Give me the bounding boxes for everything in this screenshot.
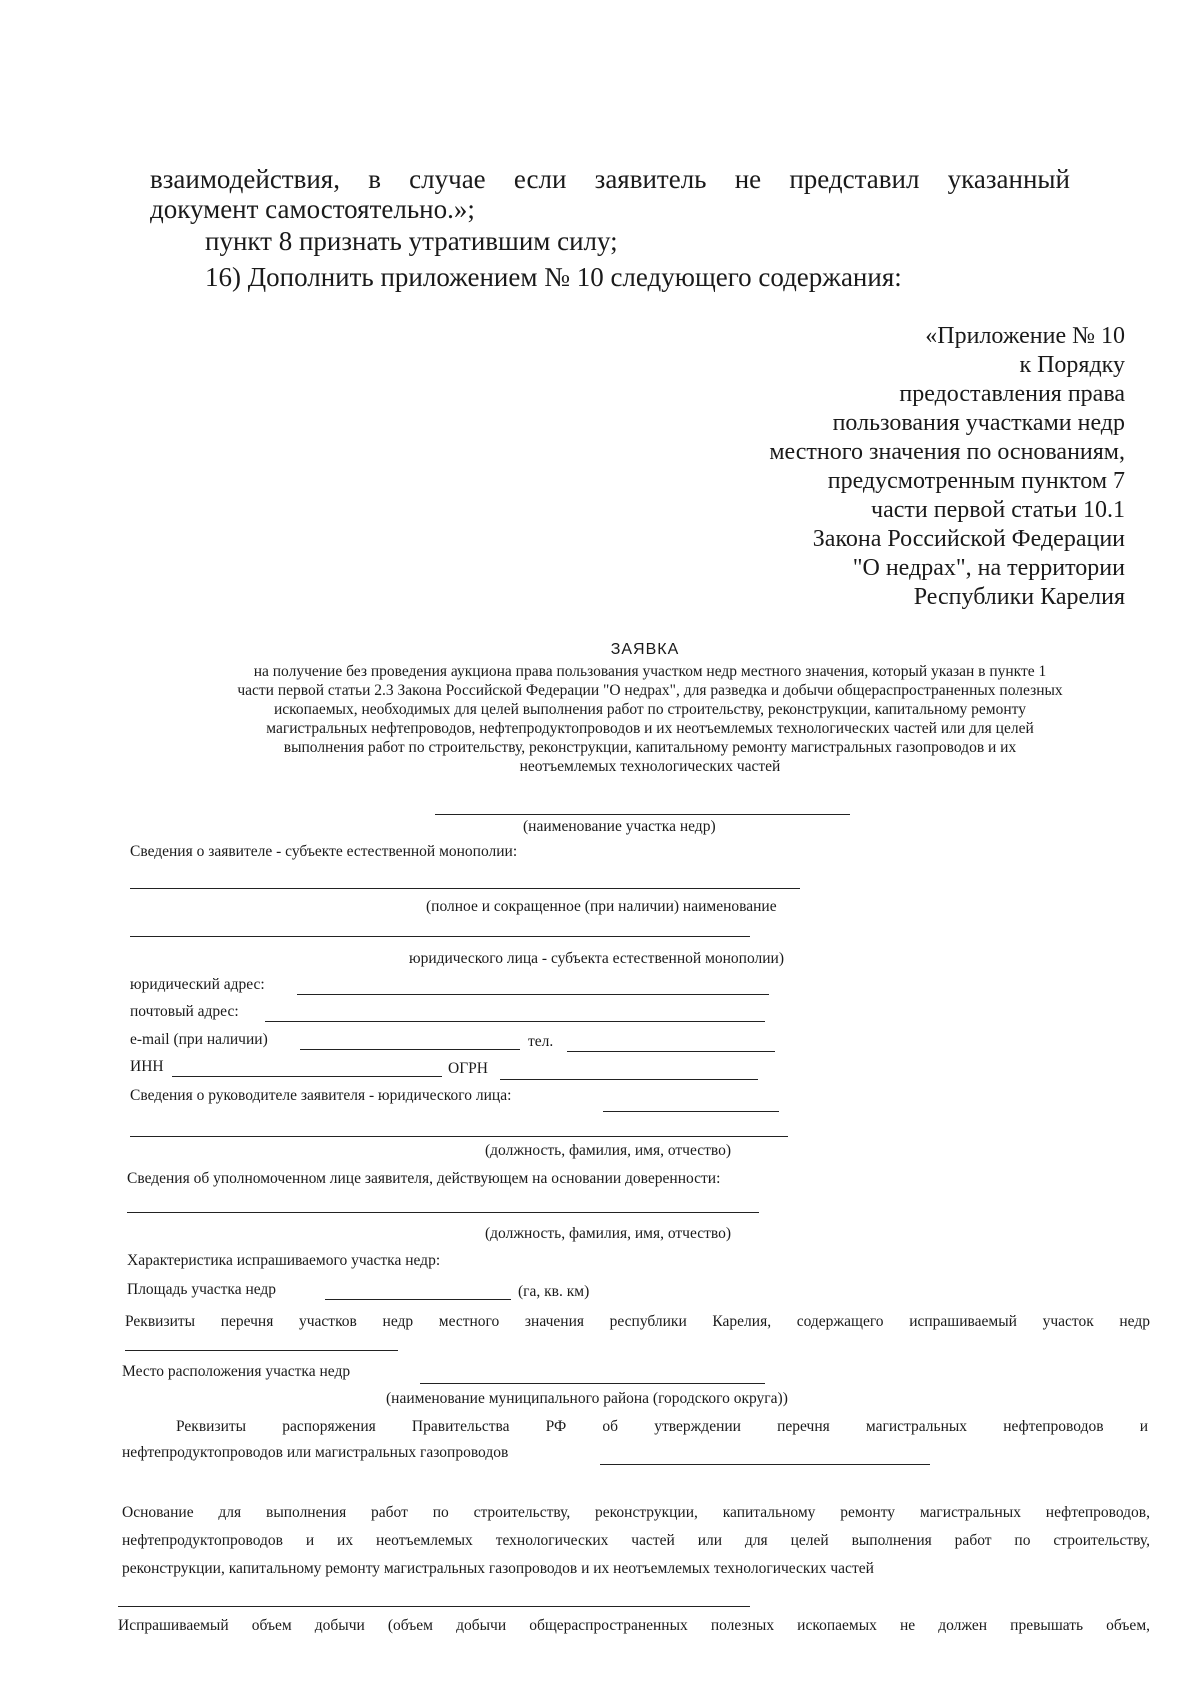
phone-field[interactable] <box>567 1051 775 1052</box>
phone-label: тел. <box>528 1033 554 1050</box>
head-label: Сведения о руководителе заявителя - юридического лица: <box>130 1087 512 1104</box>
basis-field[interactable] <box>118 1606 750 1607</box>
form-subtitle-line: выполнения работ по строительству, реконструкции, капитальному ремонту магистральных газопроводов и их <box>283 739 1017 756</box>
appendix-header-line: "О недрах", на территории <box>852 555 1125 581</box>
area-field[interactable] <box>325 1299 511 1300</box>
appendix-header-line: местного значения по основаниям, <box>769 439 1125 465</box>
head-caption: (должность, фамилия, имя, отчество) <box>485 1142 732 1159</box>
basis-line-2: нефтепродуктопроводов и их неотъемлемых технологических частей или для целей выполнения работ по строительству, <box>122 1532 1150 1549</box>
location-field[interactable] <box>420 1383 765 1384</box>
appendix-header-line: «Приложение № 10 <box>925 323 1125 349</box>
volume-line-1: Испрашиваемый объем добычи (объем добычи общераспространенных полезных ископаемых не должен превышать объем, <box>118 1617 1150 1634</box>
inn-field[interactable] <box>172 1076 442 1077</box>
plot-name-caption: (наименование участка недр) <box>523 818 716 835</box>
form-subtitle-line: части первой статьи 2.3 Закона Российской Федерации "О недрах", для разведка и добычи общераспространенных полезных <box>237 682 1063 699</box>
plot-char-label: Характеристика испрашиваемого участка недр: <box>127 1252 441 1269</box>
ogrn-label: ОГРН <box>448 1060 488 1077</box>
inn-label: ИНН <box>130 1058 164 1075</box>
intro-line-1: взаимодействия, в случае если заявитель не представил указанный <box>150 164 1070 194</box>
basis-line-1: Основание для выполнения работ по строительству, реконструкции, капитальному ремонту магистральных нефтепроводов, <box>122 1504 1150 1521</box>
order-field[interactable] <box>600 1464 930 1465</box>
appendix-header-line: предоставления права <box>899 381 1125 407</box>
appendix-header-line: пользования участками недр <box>832 410 1125 436</box>
proxy-field[interactable] <box>127 1212 759 1213</box>
registry-field[interactable] <box>125 1350 398 1351</box>
plot-name-field[interactable] <box>435 814 850 815</box>
form-title: ЗАЯВКА <box>610 641 680 658</box>
appendix-header-line: Республики Карелия <box>913 584 1125 610</box>
form-subtitle-line: магистральных нефтепроводов, нефтепродуктопроводов и их неотъемлемых технологических частей или для целей <box>266 720 1034 737</box>
location-label: Место расположения участка недр <box>122 1363 351 1380</box>
fullname-caption: (полное и сокращенное (при наличии) наименование <box>426 898 777 915</box>
intro-line-2: документ самостоятельно.»; <box>150 194 475 224</box>
ogrn-field[interactable] <box>500 1079 758 1080</box>
appendix-header-line: Закона Российской Федерации <box>812 526 1125 552</box>
area-label: Площадь участка недр <box>127 1281 277 1298</box>
postal-address-label: почтовый адрес: <box>130 1003 239 1020</box>
registry-label: Реквизиты перечня участков недр местного значения республики Карелия, содержащего испрашиваемый участок недр <box>125 1313 1150 1330</box>
district-caption: (наименование муниципального района (городского округа)) <box>386 1390 788 1407</box>
form-subtitle-line: неотъемлемых технологических частей <box>519 758 781 775</box>
email-label: e-mail (при наличии) <box>130 1031 268 1048</box>
order-line-1: Реквизиты распоряжения Правительства РФ об утверждении перечня магистральных нефтепроводов и <box>176 1418 1148 1435</box>
appendix-header-line: предусмотренным пунктом 7 <box>827 468 1125 494</box>
applicant-fullname-field[interactable] <box>130 888 800 889</box>
proxy-label: Сведения об уполномоченном лице заявителя, действующем на основании доверенности: <box>127 1170 721 1187</box>
basis-line-3: реконструкции, капитальному ремонту магистральных газопроводов и их неотъемлемых технологических частей <box>122 1560 874 1577</box>
proxy-caption: (должность, фамилия, имя, отчество) <box>485 1225 732 1242</box>
area-unit: (га, кв. км) <box>518 1283 590 1300</box>
appendix-header <box>769 322 1125 612</box>
head-field-inline[interactable] <box>603 1111 779 1112</box>
email-field[interactable] <box>300 1049 520 1050</box>
applicant-legal-name-field[interactable] <box>130 936 750 937</box>
postal-address-field[interactable] <box>265 1021 765 1022</box>
form-subtitle <box>120 662 1180 776</box>
legal-address-label: юридический адрес: <box>130 976 265 993</box>
legal-address-field[interactable] <box>297 994 769 995</box>
head-field[interactable] <box>130 1136 788 1137</box>
order-line-2: нефтепродуктопроводов или магистральных газопроводов <box>122 1444 509 1461</box>
applicant-label: Сведения о заявителе - субъекте естественной монополии: <box>130 843 518 860</box>
intro-line-4: 16) Дополнить приложением № 10 следующего содержания: <box>205 262 902 292</box>
form-subtitle-line: ископаемых, необходимых для целей выполнения работ по строительству, реконструкции, капитальному ремонту <box>274 701 1026 718</box>
appendix-header-line: к Порядку <box>1019 352 1125 378</box>
legal-entity-caption: юридического лица - субъекта естественной монополии) <box>409 950 784 967</box>
form-subtitle-line: на получение без проведения аукциона права пользования участком недр местного значения, который указан в пункте 1 <box>253 663 1047 680</box>
intro-line-3: пункт 8 признать утратившим силу; <box>205 226 618 256</box>
appendix-header-line: части первой статьи 10.1 <box>871 497 1125 523</box>
